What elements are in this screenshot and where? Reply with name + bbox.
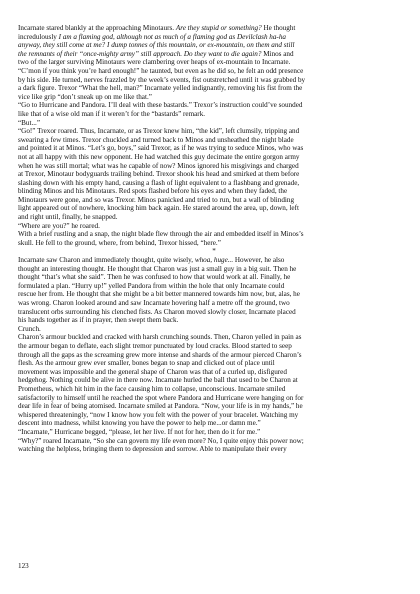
text-line xyxy=(18,342,410,351)
text-run: Prometheus, which hit him in the face causing him to collapse, unconscious. Incarnate smiled xyxy=(18,384,286,393)
body-text xyxy=(18,24,410,454)
text-line xyxy=(18,256,410,265)
text-run: when he was still mortal; what was he capable of now? Minos ignored his misgivings and charged xyxy=(18,161,299,170)
text-line xyxy=(18,376,410,385)
text-run: his hands together as if in prayer, then swept them back. xyxy=(18,316,179,325)
text-line xyxy=(18,50,410,59)
text-line xyxy=(18,402,410,411)
text-line xyxy=(18,437,410,446)
text-line xyxy=(18,265,410,274)
text-run: slashing down with his empty hand, causing a flash of light equivalent to a flashbang and grenade, xyxy=(18,178,300,187)
italic-run: anyway, they still come at me? I dump tonnes of this mountain, or ex-mountain, on them and still xyxy=(18,41,295,50)
text-run: flesh. As the armour grew ever smaller, bones began to snap and clicked out of place until xyxy=(18,359,275,368)
text-line xyxy=(18,351,410,360)
text-line xyxy=(18,153,410,162)
text-line xyxy=(18,136,410,145)
text-line xyxy=(18,196,410,205)
text-line xyxy=(18,282,410,291)
text-line xyxy=(18,93,410,102)
text-line xyxy=(18,144,410,153)
text-line xyxy=(18,273,410,282)
text-run: swearing a few times. Trexor chuckled and turned back to Minos and unsheathed the night blade xyxy=(18,135,294,144)
text-line xyxy=(18,290,410,299)
text-line xyxy=(18,325,410,334)
text-run: Minos and xyxy=(261,49,294,58)
text-run: like that of a wise old man if it weren’t for the “bastards” remark. xyxy=(18,109,206,118)
page-number: 123 xyxy=(18,562,29,570)
text-run: two of the larger surviving Minotaurs were clambering over heaps of ex-mountain to Incarnate. xyxy=(18,58,291,67)
text-run: watching the helpless, bringing them to depression and sorrow. Able to manipulate their every xyxy=(18,445,287,454)
text-run: light appeared out of nowhere, knocking him back again. He stared around the area, up, down, left xyxy=(18,204,299,213)
text-run: “Go!” Trexor roared. Thus, Incarnate, or as Trexor knew him, “the kid”, left clumsily, tripping and xyxy=(18,127,300,136)
text-line xyxy=(18,204,410,213)
text-run: hedgehog. Nothing could be alive in there now. Incarnate hurled the ball that used to be Charon at xyxy=(18,376,298,385)
italic-run: Are they stupid or something? xyxy=(175,24,262,32)
text-run: by his side. He turned, nerves frazzled by the week’s events, fist outstretched until it was grabbed by xyxy=(18,75,306,84)
text-line xyxy=(18,119,410,128)
text-run: skull. He fell to the ground, where, from behind, Trexor hissed, “here.” xyxy=(18,238,221,247)
text-run: incredulously xyxy=(18,32,59,41)
text-run: He thought xyxy=(261,24,296,32)
text-line xyxy=(18,84,410,93)
text-line xyxy=(18,222,410,231)
text-line xyxy=(18,179,410,188)
text-line xyxy=(18,359,410,368)
section-break: * xyxy=(212,247,216,256)
text-line xyxy=(18,41,410,50)
text-line xyxy=(18,411,410,420)
italic-run: the remnants of their “once-mighty army” still approach. Do they want to die again? xyxy=(18,49,262,58)
text-line xyxy=(18,445,410,454)
italic-run: I am a flaming god, although not as much of a flaming god as Devilclash ha-ha xyxy=(58,32,286,41)
text-line xyxy=(18,162,410,171)
text-line xyxy=(18,316,410,325)
text-run: dear life in fear of being atomised. Incarnate smiled at Pandora. “Now, your life is in my hands,” he xyxy=(18,402,303,411)
text-run: formulated a plan. “Hurry up!” yelled Pandora from within the hole that only Incarnate could xyxy=(18,281,285,290)
text-run: Incarnate saw Charon and immediately thought, quite wisely, xyxy=(18,256,195,265)
text-run: “C’mon if you think you’re hard enough!” he taunted, but even as he did so, he felt an odd presence xyxy=(18,66,304,75)
text-run: and pointed it at Minos. “Let’s go, boys,” said Trexor, as if he was trying to seduce Minos, who was xyxy=(18,144,304,153)
text-run: at Trexor, Minotaur bodyguards trailing behind. Trexor shook his head and smirked at them before xyxy=(18,170,300,179)
italic-run: whoa, huge... xyxy=(194,256,234,265)
text-line xyxy=(18,58,410,67)
text-line xyxy=(18,368,410,377)
text-line xyxy=(18,110,410,119)
text-line xyxy=(18,213,410,222)
text-line xyxy=(18,394,410,403)
text-run: was wrong. Charon looked around and saw Incarnate hovering half a metre off the ground, two xyxy=(18,299,290,307)
text-run: blinding Minos and his Minotaurs. Red spots flashed before his eyes and when they faded, the xyxy=(18,187,288,196)
text-run: “But...” xyxy=(18,118,41,127)
text-run: the armour began to deflate, each slight tremor punctuated by loud cracks. Blood started to seep xyxy=(18,341,292,350)
text-line xyxy=(18,230,410,239)
text-run: vice like grip “don’t sneak up on me like that.” xyxy=(18,92,152,101)
text-run: Incarnate stared blankly at the approaching Minotaurs. xyxy=(18,24,176,32)
text-run: movement was impossible and the general shape of Charon was that of a curled up, disfigured xyxy=(18,367,287,376)
text-run: However, he also xyxy=(233,256,285,265)
text-line xyxy=(18,67,410,76)
text-line xyxy=(18,308,410,317)
text-run: through all the gaps as the screaming grew more intense and shards of the armour pierced Charon’s xyxy=(18,350,302,359)
text-line xyxy=(18,428,410,437)
text-run: Charon’s armour buckled and cracked with harsh crunching sounds. Then, Charon yelled in pain as xyxy=(18,333,302,342)
text-line xyxy=(18,101,410,110)
text-line xyxy=(18,419,410,428)
text-run: “Incarnate,” Hurricane begged, “please, let her live. If not for her, then do it for me.” xyxy=(18,427,261,436)
text-line xyxy=(18,333,410,342)
text-run: “Why?” roared Incarnate, “So she can govern my life even more? No, I quite enjoy this power now; xyxy=(18,436,304,445)
text-line xyxy=(18,239,410,248)
text-line xyxy=(18,170,410,179)
text-run: rescue her from. He thought that she might be a bit better mannered towards him now, but, alas, he xyxy=(18,290,300,299)
text-run: “Go to Hurricane and Pandora. I’ll deal with these bastards.” Trexor’s instruction could’ve sounded xyxy=(18,101,303,110)
text-run: Crunch. xyxy=(18,324,41,333)
text-line xyxy=(18,299,410,308)
text-run: descent into madness, whilst knowing you have the power to help me...or damn me.” xyxy=(18,419,261,428)
text-line xyxy=(18,76,410,85)
text-line xyxy=(18,24,410,33)
text-run: thought an interesting thought. He thought that Charon was just a small guy in a big suit. Then he xyxy=(18,264,297,273)
text-line xyxy=(18,187,410,196)
text-run: Minotaurs were gone, and so was Trexor. Minos panicked and tried to run, but a wall of blinding xyxy=(18,195,295,204)
text-run: and right until, finally, he snapped. xyxy=(18,213,118,222)
text-run: not at all happy with this new opponent. He had watched this guy decimate the entire gorgon army xyxy=(18,152,300,161)
text-line xyxy=(18,127,410,136)
text-run: a dark figure. Trexor “What the hell, man?” Incarnate yelled indignantly, removing his fist from the xyxy=(18,84,303,93)
text-line xyxy=(18,33,410,42)
text-run: whispered threateningly, “now I know how you felt with the power of your bracelet. Watching my xyxy=(18,410,299,419)
text-run: “Where are you?” he roared. xyxy=(18,221,100,230)
text-run: translucent orbs surrounding his clenched fists. As Charon moved slowly closer, Incarnate placed xyxy=(18,307,296,316)
text-line xyxy=(18,385,410,394)
text-run: satisfactorily to himself until he reached the spot where Pandora and Hurricane were hanging on for xyxy=(18,393,304,402)
text-run: thought “that’s what she said”. Then he was confused to how that would work at all. Finally, he xyxy=(18,273,291,282)
text-run: With a brief rustling and a snap, the night blade flew through the air and embedded itself in Minos’s xyxy=(18,230,304,239)
